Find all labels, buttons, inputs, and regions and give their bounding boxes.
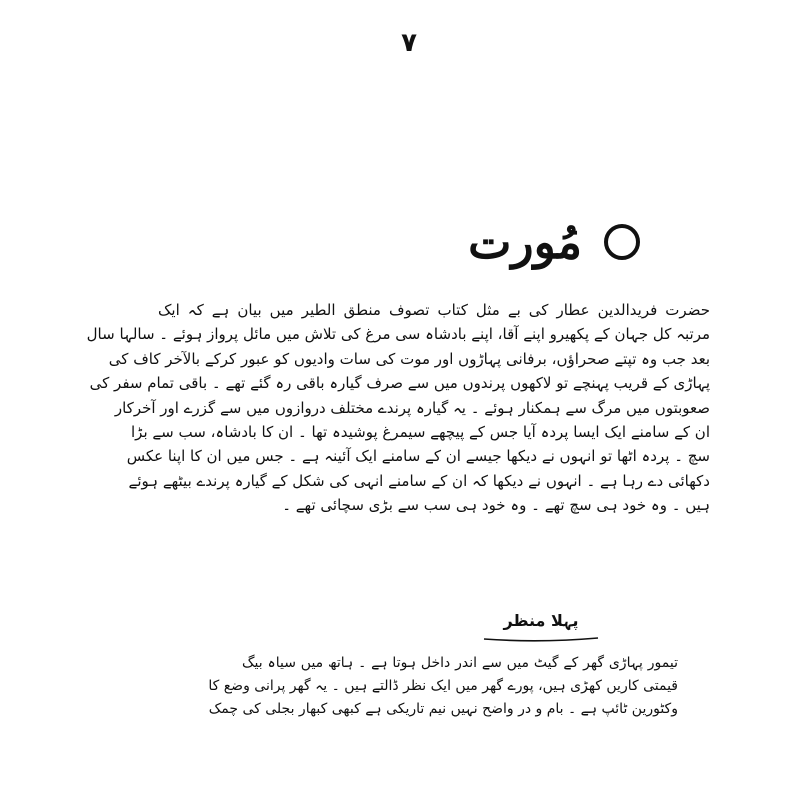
scene-line: تیمور پہاڑی گھر کے گیٹ میں سے اندر داخل ہوتا ہے ۔ ہاتھ میں سیاہ بیگ xyxy=(242,655,678,671)
paragraph-line: دکھائی دے رہا ہے ۔ انہوں نے دیکھا کہ ان کے سامنے انہی کی شکل کے گیارہ پرندے بیٹھے ہوئے xyxy=(128,471,710,490)
intro-paragraph xyxy=(86,298,710,518)
scene-paragraph xyxy=(208,652,678,721)
scene-heading: پہلا منظر xyxy=(503,611,579,630)
bullet-circle-icon xyxy=(604,224,640,260)
paragraph-line: سچ ۔ پردہ اٹھا تو انہوں نے دیکھا جیسے ان کے سامنے ایک آئینہ ہے ۔ جس میں ان کا اپنا عکس xyxy=(126,447,710,466)
paragraph-line: حضرت فریدالدین عطار کی بے مثل کتاب تصوف منطق الطیر میں بیان ہے کہ ایک xyxy=(158,301,710,319)
paragraph-line: ہیں ۔ وہ خود ہی سچ تھے ۔ وہ خود ہی سب سے بڑی سچائی تھے ۔ xyxy=(282,496,710,515)
chapter-title-row xyxy=(440,212,640,272)
paragraph-line: بعد جب وہ تپتے صحراؤں، برفانی پہاڑوں اور موت کی سات وادیوں کو عبور کرکے بالآخر کاف کی xyxy=(108,349,710,368)
scene-line: قیمتی کاریں کھڑی ہیں، پورے گھر میں ایک نظر ڈالتے ہیں ۔ یہ گھر پرانی وضع کا xyxy=(208,678,678,694)
paragraph-line: صعوبتوں میں مرگ سے ہمکنار ہوئے ۔ یہ گیارہ پرندے مختلف دروازوں میں سے گزرے اور آخرکار xyxy=(114,398,710,417)
chapter-title: مُورت xyxy=(468,215,582,269)
scene-heading-underline xyxy=(480,636,602,644)
page-number: ۷ xyxy=(401,28,417,58)
scene-heading-block xyxy=(480,608,602,644)
paragraph-line: پہاڑی کے قریب پہنچے تو لاکھوں پرندوں میں سے صرف گیارہ باقی رہ گئے تھے ۔ باقی تمام سفر کی xyxy=(89,374,710,393)
scene-line: وکٹورین ٹائپ ہے ۔ بام و در واضح نہیں نیم تاریکی ہے کبھی کبھار بجلی کی چمک xyxy=(208,701,678,717)
paragraph-line: ان کے سامنے ایک ایسا پردہ آیا جس کے پیچھے سیمرغ پوشیدہ تھا ۔ ان کا بادشاہ، سب سے بڑا xyxy=(131,422,710,441)
paragraph-line: مرتبہ کل جہان کے پکھیرو اپنے آقا، اپنے بادشاہ سی مرغ کی تلاش میں مائل پرواز ہوئے ۔ سالہا سال xyxy=(86,325,710,344)
